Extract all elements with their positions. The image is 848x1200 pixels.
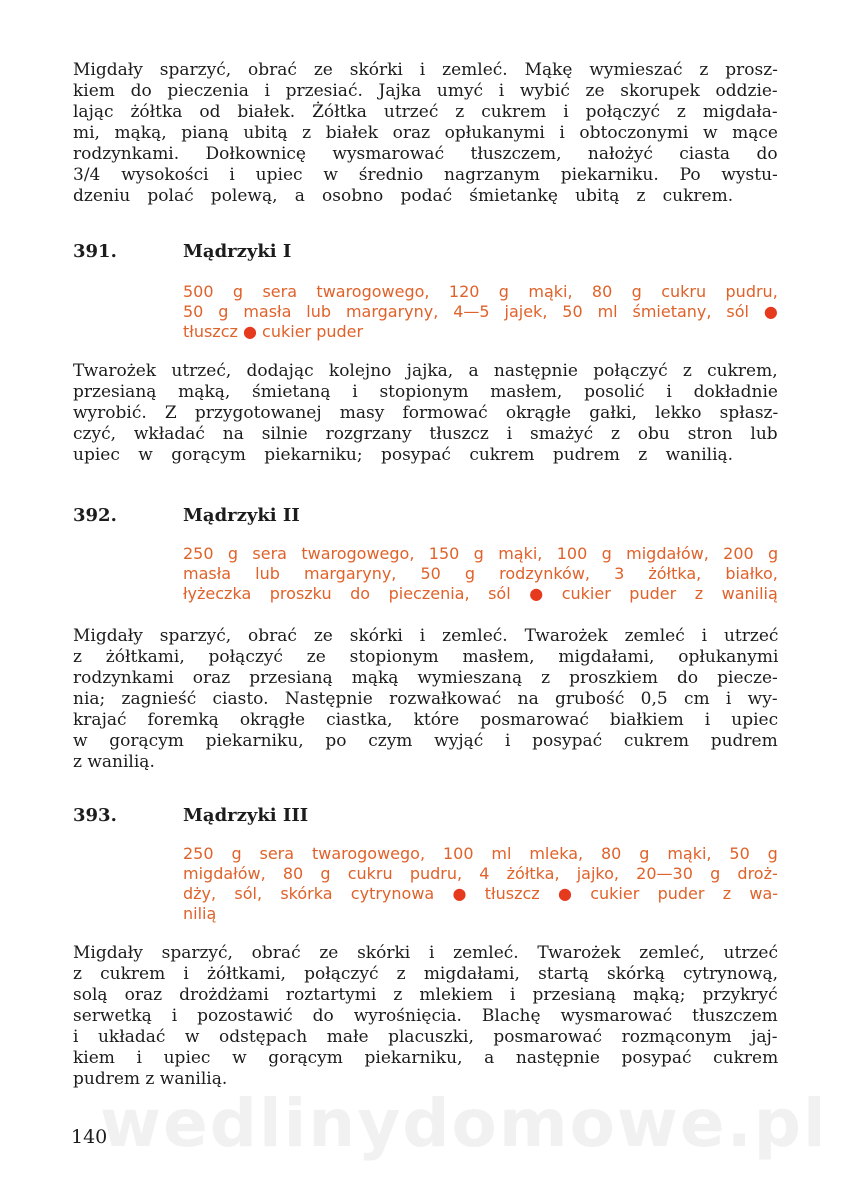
page-number: 140 <box>71 1126 108 1148</box>
intro-line: mi, mąką, pianą ubitą z białek oraz opłukanymi i obtoczonymi w mące <box>73 123 778 143</box>
ingredients-line: nilią <box>183 904 217 923</box>
ingredients-line: 50 g masła lub margaryny, 4—5 jajek, 50 ml śmietany, sól ● <box>183 302 778 321</box>
recipe-title: Mądrzyki II <box>183 505 300 526</box>
method-line: upiec w gorącym piekarniku; posypać cukrem pudrem z wanilią. <box>73 445 734 465</box>
ingredients-line: masła lub margaryny, 50 g rodzynków, 3 żółtka, białko, <box>183 564 778 583</box>
method-line: rodzynkami oraz przesianą mąką wymieszaną z proszkiem do piecze- <box>73 668 778 688</box>
intro-line: Migdały sparzyć, obrać ze skórki i zemleć. Mąkę wymieszać z prosz- <box>73 60 778 80</box>
ingredients-line: dży, sól, skórka cytrynowa ● tłuszcz ● cukier puder z wa- <box>183 884 779 903</box>
recipe-number: 393. <box>73 805 117 826</box>
intro-line: kiem do pieczenia i przesiać. Jajka umyć i wybić ze skorupek oddzie- <box>73 81 778 101</box>
intro-line: lając żółtka od białek. Żółtka utrzeć z cukrem i połączyć z migdała- <box>73 102 778 122</box>
method-line: i układać w odstępach małe placuszki, posmarować rozmąconym jaj- <box>73 1027 778 1047</box>
method-line: z cukrem i żółtkami, połączyć z migdałami, startą skórką cytrynową, <box>73 964 778 984</box>
recipe-title: Mądrzyki III <box>183 805 309 826</box>
recipe-number: 392. <box>73 505 117 526</box>
bullet-separator: ● <box>763 302 778 321</box>
bullet-separator: ● <box>557 884 572 903</box>
method-line: serwetką i pozostawić do wyrośnięcia. Blachę wysmarować tłuszczem <box>73 1006 778 1026</box>
bullet-separator: ● <box>452 884 467 903</box>
method-line: Migdały sparzyć, obrać ze skórki i zemleć. Twarożek zemleć i utrzeć <box>73 626 779 646</box>
intro-line: dzeniu polać polewą, a osobno podać śmietankę ubitą z cukrem. <box>73 186 734 206</box>
ingredients-line: migdałów, 80 g cukru pudru, 4 żółtka, jajko, 20—30 g droż- <box>183 864 778 883</box>
method-line: w gorącym piekarniku, po czym wyjąć i posypać cukrem pudrem <box>73 731 778 751</box>
method-line: nia; zagnieść ciasto. Następnie rozwałkować na grubość 0,5 cm i wy- <box>73 689 778 709</box>
bullet-separator: ● <box>529 584 544 603</box>
recipe-title: Mądrzyki I <box>183 241 292 262</box>
intro-line: rodzynkami. Dołkownicę wysmarować tłuszczem, nałożyć ciasta do <box>73 144 778 164</box>
method-line: wyrobić. Z przygotowanej masy formować okrągłe gałki, lekko spłasz- <box>73 403 779 423</box>
method-line: pudrem z wanilią. <box>73 1069 228 1089</box>
ingredients-line: 500 g sera twarogowego, 120 g mąki, 80 g cukru pudru, <box>183 282 778 301</box>
recipe-number: 391. <box>73 241 117 262</box>
method-line: z wanilią. <box>73 752 155 772</box>
method-line: z żółtkami, połączyć ze stopionym masłem, migdałami, opłukanymi <box>73 647 779 667</box>
method-line: Migdały sparzyć, obrać ze skórki i zemleć. Twarożek zemleć, utrzeć <box>73 943 778 963</box>
method-line: Twarożek utrzeć, dodając kolejno jajka, a następnie połączyć z cukrem, <box>73 361 778 381</box>
method-line: krajać foremką okrągłe ciastka, które posmarować białkiem i upiec <box>73 710 779 730</box>
ingredients-line: 250 g sera twarogowego, 150 g mąki, 100 g migdałów, 200 g <box>183 544 779 563</box>
ingredients-line: tłuszcz ● cukier puder <box>183 322 364 341</box>
bullet-separator: ● <box>242 322 257 341</box>
watermark: wedlinydomowe.pl <box>100 1085 828 1162</box>
ingredients-line: 250 g sera twarogowego, 100 ml mleka, 80 g mąki, 50 g <box>183 844 778 863</box>
method-line: czyć, wkładać na silnie rozgrzany tłuszcz i smażyć z obu stron lub <box>73 424 778 444</box>
ingredients-line: łyżeczka proszku do pieczenia, sól ● cukier puder z wanilią <box>183 584 778 603</box>
method-line: przesianą mąką, śmietaną i stopionym masłem, posolić i dokładnie <box>73 382 778 402</box>
method-line: kiem i upiec w gorącym piekarniku, a następnie posypać cukrem <box>73 1048 779 1068</box>
method-line: solą oraz drożdżami roztartymi z mlekiem i przesianą mąką; przykryć <box>73 985 778 1005</box>
intro-line: 3/4 wysokości i upiec w średnio nagrzanym piekarniku. Po wystu- <box>73 165 778 185</box>
